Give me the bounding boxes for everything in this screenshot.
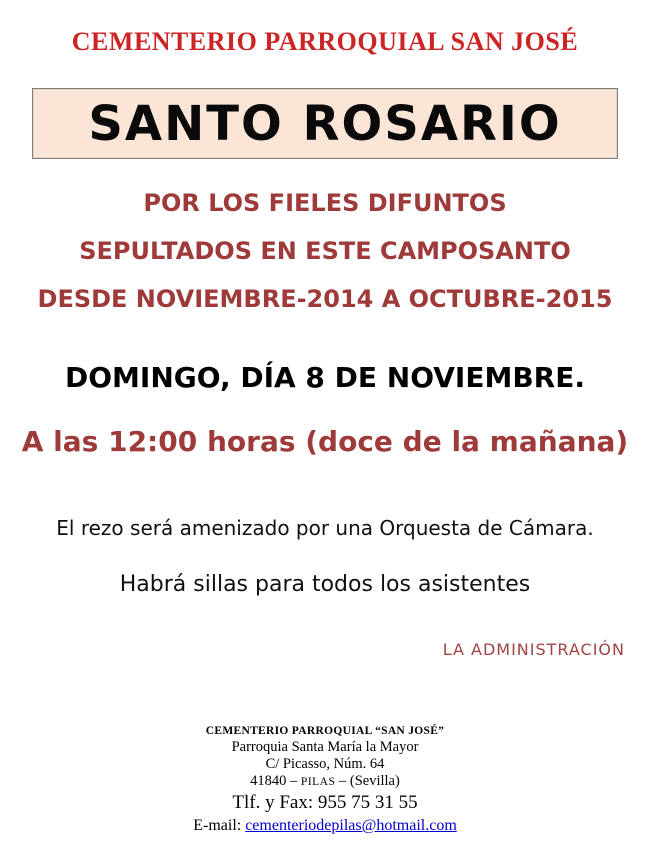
footer-parish: Parroquia Santa María la Mayor xyxy=(231,739,419,755)
footer-email-line xyxy=(0,815,650,836)
event-date: DOMINGO, DÍA 8 DE NOVIEMBRE. xyxy=(65,361,585,394)
signature-administration: LA ADMINISTRACIÓN xyxy=(442,640,625,659)
note-orchestra: El rezo será amenizado por una Orquesta de Cámara. xyxy=(56,516,594,540)
email-link[interactable]: cementeriodepilas@hotmail.com xyxy=(245,817,457,834)
dedication-line-2: SEPULTADOS EN ESTE CAMPOSANTO xyxy=(79,237,571,265)
page-title: CEMENTERIO PARROQUIAL SAN JOSÉ xyxy=(71,27,579,56)
footer-city-name: PILAS xyxy=(300,776,336,788)
footer-street: C/ Picasso, Núm. 64 xyxy=(265,756,385,772)
footer-city-prefix: 41840 – xyxy=(250,773,301,789)
event-time: A las 12:00 horas (doce de la mañana) xyxy=(21,425,629,458)
footer-city-line xyxy=(0,773,650,791)
dedication-line-3: DESDE NOVIEMBRE-2014 A OCTUBRE-2015 xyxy=(37,285,613,313)
footer-email-label: E-mail: xyxy=(193,817,246,834)
dedication-line-1: POR LOS FIELES DIFUNTOS xyxy=(143,189,507,217)
dedication-block xyxy=(0,179,650,323)
main-title-banner xyxy=(32,88,618,159)
footer-org-name: CEMENTERIO PARROQUIAL “SAN JOSÉ” xyxy=(205,725,445,737)
footer-city-suffix: – (Sevilla) xyxy=(335,773,400,789)
footer-contact-block xyxy=(0,723,650,836)
main-title: SANTO ROSARIO xyxy=(88,95,562,152)
footer-phone: Tlf. y Fax: 955 75 31 55 xyxy=(232,792,418,813)
note-seats: Habrá sillas para todos los asistentes xyxy=(119,572,531,597)
